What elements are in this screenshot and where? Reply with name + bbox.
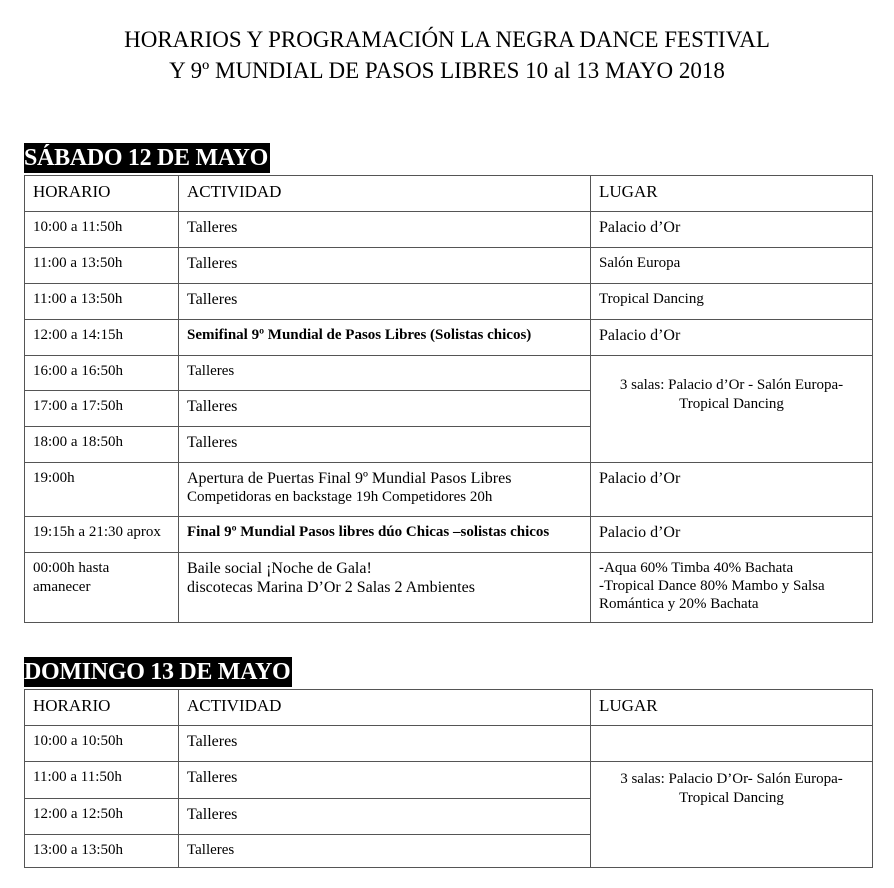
header-lugar: LUGAR: [591, 176, 873, 212]
table-row: [25, 212, 873, 248]
time-cell: 10:00 a 11:50h: [25, 212, 179, 248]
header-actividad: ACTIVIDAD: [179, 690, 591, 726]
table-row: [25, 284, 873, 320]
sunday-schedule-table: [24, 689, 873, 868]
activity-cell: Talleres: [179, 762, 591, 799]
time-cell: 12:00 a 14:15h: [25, 320, 179, 356]
activity-cell: [179, 463, 591, 517]
table-row: [25, 320, 873, 356]
activity-cell: Talleres: [179, 391, 591, 427]
activity-cell: Talleres: [179, 356, 591, 391]
place-cell: Salón Europa: [591, 248, 873, 284]
place-cell: [591, 553, 873, 623]
title-line-1: HORARIOS Y PROGRAMACIÓN LA NEGRA DANCE FESTIVAL: [124, 27, 770, 52]
table-row: [25, 248, 873, 284]
place-line-2: -Tropical Dance 80% Mambo y Salsa: [599, 578, 825, 594]
activity-cell: Talleres: [179, 835, 591, 868]
place-cell: Palacio d’Or: [591, 320, 873, 356]
place-cell-merged: 3 salas: Palacio D’Or- Salón Europa- Tropical Dancing: [591, 762, 873, 868]
activity-cell: Talleres: [179, 726, 591, 762]
place-cell: Palacio d’Or: [591, 517, 873, 553]
table-header-row: [25, 690, 873, 726]
activity-cell: Talleres: [179, 248, 591, 284]
table-row: [25, 726, 873, 762]
time-cell: 19:00h: [25, 463, 179, 517]
header-horario: HORARIO: [25, 690, 179, 726]
time-cell: 12:00 a 12:50h: [25, 799, 179, 835]
place-cell: [591, 726, 873, 762]
table-row: [25, 517, 873, 553]
table-header-row: [25, 176, 873, 212]
activity-sub: Competidoras en backstage 19h Competidores 20h: [187, 489, 493, 505]
activity-cell: Talleres: [179, 427, 591, 463]
document-title: [0, 24, 894, 86]
saturday-heading: SÁBADO 12 DE MAYO: [24, 145, 269, 171]
time-cell: 11:00 a 13:50h: [25, 248, 179, 284]
activity-cell: Semifinal 9º Mundial de Pasos Libres (Solistas chicos): [179, 320, 591, 356]
header-actividad: ACTIVIDAD: [179, 176, 591, 212]
activity-sub: discotecas Marina D’Or 2 Salas 2 Ambientes: [187, 579, 475, 596]
table-row: [25, 553, 873, 623]
place-line-1: -Aqua 60% Timba 40% Bachata: [599, 560, 794, 576]
header-lugar: LUGAR: [591, 690, 873, 726]
time-cell: 13:00 a 13:50h: [25, 835, 179, 868]
table-row: [25, 463, 873, 517]
saturday-schedule-table: [24, 175, 873, 623]
sunday-heading: DOMINGO 13 DE MAYO: [24, 659, 291, 685]
table-row: [25, 762, 873, 799]
place-line-3: Romántica y 20% Bachata: [599, 596, 759, 612]
place-cell-merged: 3 salas: Palacio d’Or - Salón Europa- Tropical Dancing: [591, 356, 873, 463]
time-cell: 11:00 a 13:50h: [25, 284, 179, 320]
table-row: [25, 356, 873, 391]
title-line-2: Y 9º MUNDIAL DE PASOS LIBRES 10 al 13 MAYO 2018: [169, 58, 725, 83]
activity-cell: [179, 553, 591, 623]
place-cell: Tropical Dancing: [591, 284, 873, 320]
time-cell: 16:00 a 16:50h: [25, 356, 179, 391]
place-cell: Palacio d’Or: [591, 463, 873, 517]
time-line-2: amanecer: [33, 579, 91, 595]
time-cell: 18:00 a 18:50h: [25, 427, 179, 463]
activity-main: Apertura de Puertas Final 9º Mundial Pasos Libres: [187, 470, 512, 487]
time-cell: [25, 553, 179, 623]
activity-cell: Talleres: [179, 799, 591, 835]
time-cell: 11:00 a 11:50h: [25, 762, 179, 799]
time-cell: 17:00 a 17:50h: [25, 391, 179, 427]
activity-main: Baile social ¡Noche de Gala!: [187, 560, 372, 577]
activity-cell: Talleres: [179, 284, 591, 320]
activity-cell: Final 9º Mundial Pasos libres dúo Chicas –solistas chicos: [179, 517, 591, 553]
time-line-1: 00:00h hasta: [33, 560, 110, 576]
activity-cell: Talleres: [179, 212, 591, 248]
header-horario: HORARIO: [25, 176, 179, 212]
time-cell: 19:15h a 21:30 aprox: [25, 517, 179, 553]
time-cell: 10:00 a 10:50h: [25, 726, 179, 762]
place-cell: Palacio d’Or: [591, 212, 873, 248]
